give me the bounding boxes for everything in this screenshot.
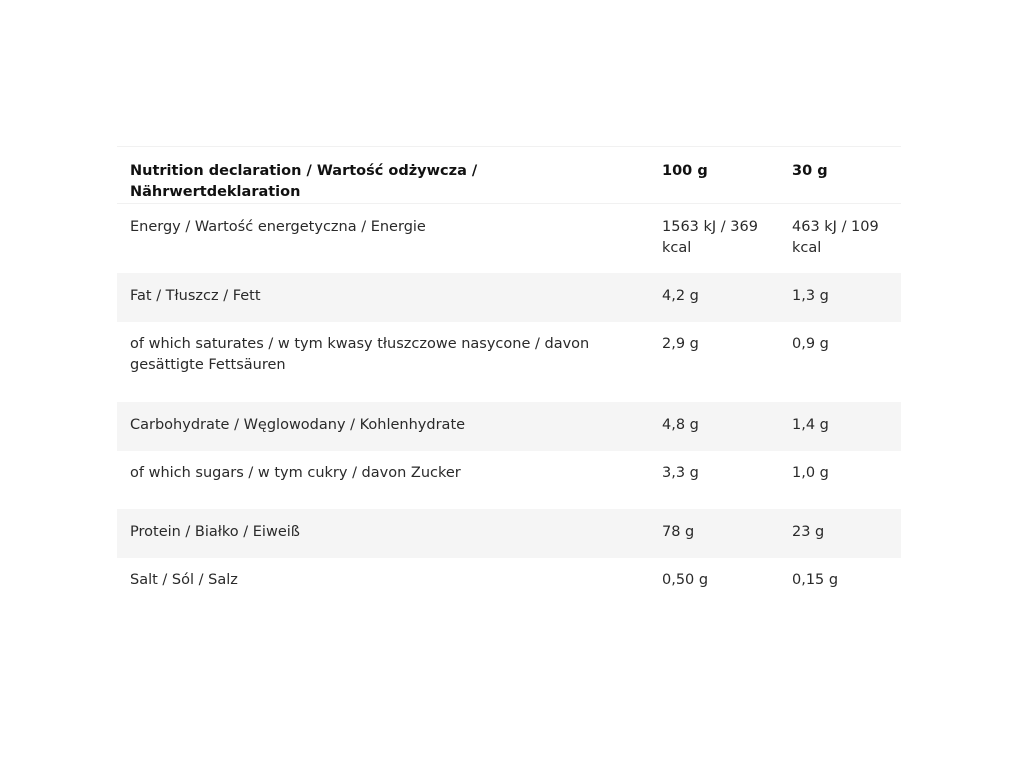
header-per-30g: 30 g xyxy=(779,147,901,204)
value-per-30g: 23 g xyxy=(779,509,901,558)
header-per-100g: 100 g xyxy=(649,147,779,204)
table-row-salt xyxy=(117,558,901,606)
nutrient-name: Fat / Tłuszcz / Fett xyxy=(117,273,649,322)
value-per-30g: 1,3 g xyxy=(779,273,901,322)
nutrient-name: Carbohydrate / Węglowodany / Kohlenhydrate xyxy=(117,402,649,451)
nutrient-name: of which sugars / w tym cukry / davon Zucker xyxy=(130,465,461,481)
nutrient-name: Salt / Sól / Salz xyxy=(130,572,238,588)
table-header xyxy=(117,147,901,204)
value-per-100g: 78 g xyxy=(649,509,779,558)
table-row-carbohydrate xyxy=(117,402,901,451)
value-per-100g: 4,2 g xyxy=(649,273,779,322)
nutrient-name: Protein / Białko / Eiweiß xyxy=(117,509,649,558)
table-row-saturates xyxy=(117,322,901,402)
table-row-fat xyxy=(117,273,901,322)
value-per-30g: 0,15 g xyxy=(792,572,839,588)
table-row-sugars xyxy=(117,451,901,509)
value-per-100g: 1563 kJ / 369 kcal xyxy=(662,219,758,256)
value-per-30g: 463 kJ / 109 kcal xyxy=(792,219,879,256)
value-per-100g: 4,8 g xyxy=(649,402,779,451)
value-per-30g: 1,4 g xyxy=(779,402,901,451)
value-per-30g: 0,9 g xyxy=(792,336,829,352)
header-row xyxy=(117,147,901,204)
value-per-30g: 1,0 g xyxy=(792,465,829,481)
value-per-100g: 2,9 g xyxy=(662,336,699,352)
value-per-100g: 3,3 g xyxy=(662,465,699,481)
nutrient-name: Energy / Wartość energetyczna / Energie xyxy=(130,219,426,235)
nutrition-table xyxy=(117,146,901,606)
value-per-100g: 0,50 g xyxy=(662,572,709,588)
header-nutrient: Nutrition declaration / Wartość odżywcza / Nährwertdeklaration xyxy=(117,147,649,204)
table-row-energy xyxy=(117,204,901,274)
table-row-protein xyxy=(117,509,901,558)
nutrient-name: of which saturates / w tym kwasy tłuszczowe nasycone / davon gesättigte Fettsäuren xyxy=(130,336,590,373)
table-body xyxy=(117,204,901,607)
